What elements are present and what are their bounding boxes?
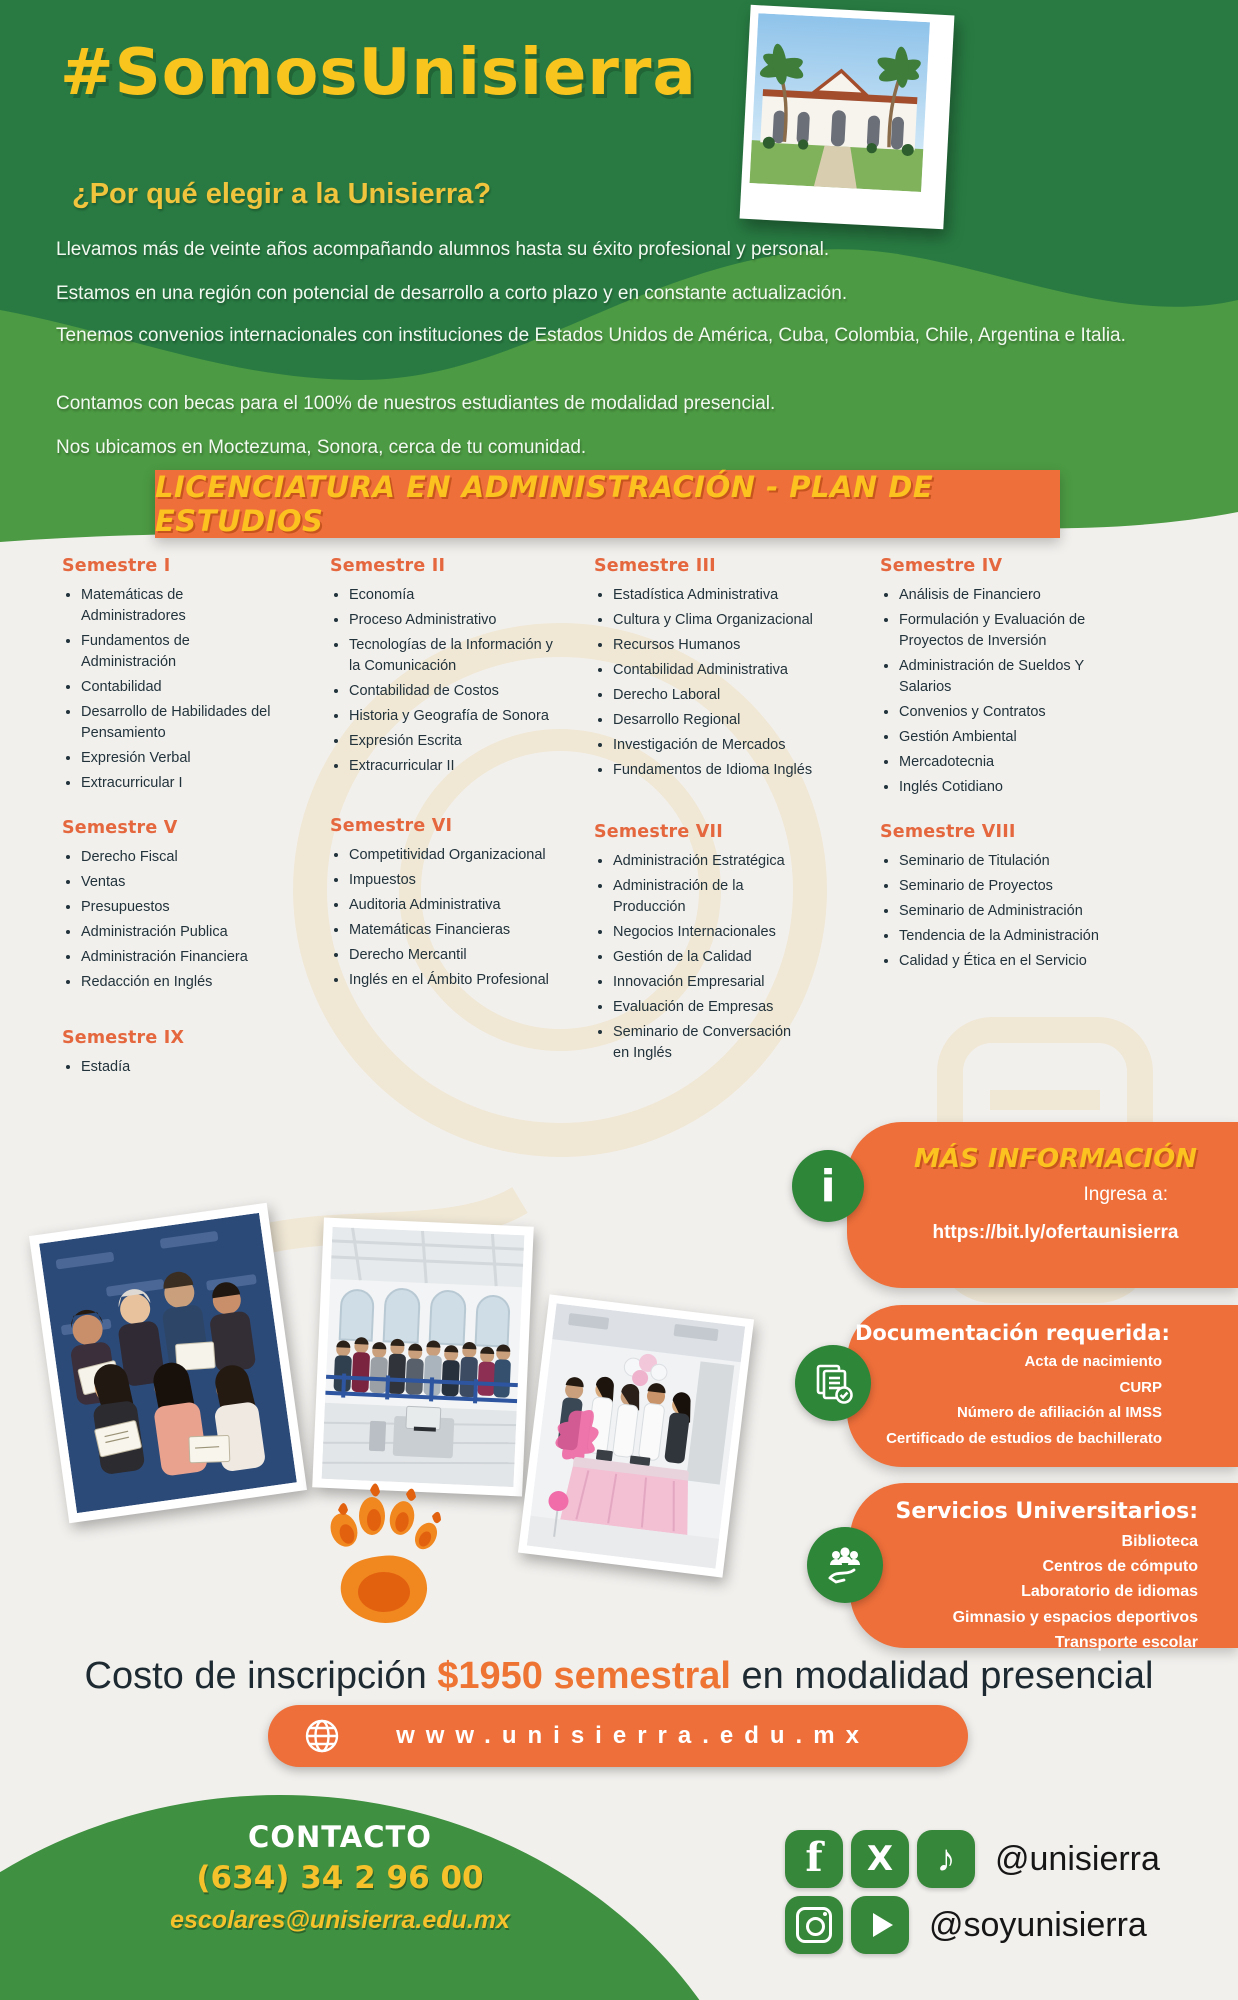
semester-7-block	[594, 822, 809, 1068]
x-twitter-icon[interactable]: X	[851, 1830, 909, 1888]
course-item: • Expresión Escrita	[349, 731, 558, 752]
handle-unisierra[interactable]: @unisierra	[995, 1839, 1160, 1878]
course-item: • Derecho Mercantil	[349, 945, 565, 966]
documentation-item: Número de afiliación al IMSS	[956, 1404, 1162, 1421]
more-info-url[interactable]: https://bit.ly/ofertaunisierra	[932, 1222, 1179, 1243]
course-item: • Competitividad Organizacional	[349, 845, 565, 866]
instagram-icon[interactable]	[785, 1896, 843, 1954]
reason-5: Nos ubicamos en Moctezuma, Sonora, cerca de tu comunidad.	[56, 437, 587, 458]
course-item: • Investigación de Mercados	[613, 735, 834, 756]
course-item: • Negocios Internacionales	[613, 922, 809, 943]
course-item: • Seminario de Titulación	[899, 851, 1130, 872]
cost-line: Costo de inscripción $1950 semestral en modalidad presencial	[84, 1655, 1154, 1697]
info-icon: i	[792, 1150, 864, 1222]
course-item: • Estadía	[81, 1057, 274, 1078]
course-item: • Proceso Administrativo	[349, 610, 558, 631]
service-item: Biblioteca	[1121, 1533, 1198, 1550]
semester-5-courses	[62, 847, 274, 993]
course-item: • Análisis de Financiero	[899, 585, 1120, 606]
course-item: • Contabilidad	[81, 677, 274, 698]
course-item: • Contabilidad de Costos	[349, 681, 558, 702]
semester-2-courses	[330, 585, 558, 777]
handle-soyunisierra[interactable]: @soyunisierra	[929, 1905, 1147, 1944]
reason-3: Tenemos convenios internacionales con instituciones de Estados Unidos de América, Cuba, Colombia, Chile, Argentina e Italia.	[56, 325, 1126, 346]
facebook-icon[interactable]: f	[785, 1830, 843, 1888]
course-item: • Matemáticas de Administradores	[81, 585, 274, 627]
reason-4: Contamos con becas para el 100% de nuestros estudiantes de modalidad presencial.	[56, 393, 776, 414]
course-item: • Economía	[349, 585, 558, 606]
website-url[interactable]: www.unisierra.edu.mx	[396, 1722, 870, 1749]
course-item: • Formulación y Evaluación de Proyectos de Inversión	[899, 610, 1120, 652]
course-item: • Mercadotecnia	[899, 752, 1120, 773]
course-item: • Presupuestos	[81, 897, 274, 918]
documentation-title: Documentación requerida:	[855, 1321, 1170, 1345]
course-item: • Seminario de Proyectos	[899, 876, 1130, 897]
course-item: • Seminario de Administración	[899, 901, 1130, 922]
more-info-title: MÁS INFORMACIÓN	[914, 1144, 1197, 1174]
semester-7-courses	[594, 851, 809, 1064]
course-item: • Inglés Cotidiano	[899, 777, 1120, 798]
semester-2-title: Semestre II	[330, 556, 446, 576]
community-hand-icon	[807, 1527, 883, 1603]
course-item: • Extracurricular II	[349, 756, 558, 777]
documentation-box	[847, 1305, 1238, 1467]
youtube-icon[interactable]	[851, 1896, 909, 1954]
course-item: • Seminario de Conversación en Inglés	[613, 1022, 809, 1064]
semester-5-block	[62, 818, 274, 997]
documentation-item: Certificado de estudios de bachillerato	[886, 1429, 1162, 1447]
course-item: • Matemáticas Financieras	[349, 920, 565, 941]
course-item: • Desarrollo Regional	[613, 710, 834, 731]
course-item: • Gestión Ambiental	[899, 727, 1120, 748]
service-item: Transporte escolar	[1054, 1633, 1198, 1651]
semester-8-title: Semestre VIII	[880, 822, 1016, 842]
semester-9-block	[62, 1028, 274, 1082]
paw-print-icon	[322, 1478, 442, 1626]
semester-4-block	[880, 556, 1120, 802]
service-item: Centros de cómputo	[1042, 1558, 1198, 1576]
course-item: • Convenios y Contratos	[899, 702, 1120, 723]
photo-event	[518, 1294, 754, 1577]
course-item: • Derecho Laboral	[613, 685, 834, 706]
course-item: • Innovación Empresarial	[613, 972, 809, 993]
course-item: • Administración Financiera	[81, 947, 274, 968]
subtitle: ¿Por qué elegir a la Unisierra?	[72, 178, 492, 210]
semester-2-block	[330, 556, 558, 781]
semester-5-title: Semestre V	[62, 818, 178, 838]
course-item: • Administración Estratégica	[613, 851, 809, 872]
photo-students-hall	[312, 1218, 534, 1497]
course-item: • Expresión Verbal	[81, 748, 274, 769]
course-item: • Desarrollo de Habilidades del Pensamiento	[81, 702, 274, 744]
course-item: • Fundamentos de Idioma Inglés	[613, 760, 834, 781]
semester-1-courses	[62, 585, 274, 794]
semester-6-block	[330, 816, 565, 995]
social-row-primary	[785, 1830, 1160, 1888]
course-item: • Inglés en el Ámbito Profesional	[349, 970, 565, 991]
semester-1-block	[62, 556, 274, 798]
course-item: • Calidad y Ética en el Servicio	[899, 951, 1130, 972]
semester-8-courses	[880, 851, 1130, 972]
website-pill[interactable]	[268, 1705, 968, 1767]
contact-email[interactable]: escolares@unisierra.edu.mx	[170, 1906, 510, 1934]
course-item: • Administración Publica	[81, 922, 274, 943]
semester-3-courses	[594, 585, 834, 781]
course-item: • Impuestos	[349, 870, 565, 891]
course-item: • Auditoria Administrativa	[349, 895, 565, 916]
service-item: Laboratorio de idiomas	[1021, 1583, 1198, 1601]
semester-4-title: Semestre IV	[880, 556, 1003, 576]
course-item: • Cultura y Clima Organizacional	[613, 610, 834, 631]
course-item: • Estadística Administrativa	[613, 585, 834, 606]
course-item: • Derecho Fiscal	[81, 847, 274, 868]
page-title: #SomosUnisierra	[60, 36, 697, 110]
course-item: • Redacción en Inglés	[81, 972, 274, 993]
semester-8-block	[880, 822, 1130, 976]
semester-9-title: Semestre IX	[62, 1028, 185, 1048]
course-item: • Tendencia de la Administración	[899, 926, 1130, 947]
social-row-secondary	[785, 1896, 1147, 1954]
course-item: • Evaluación de Empresas	[613, 997, 809, 1018]
semester-1-title: Semestre I	[62, 556, 171, 576]
services-list	[870, 1530, 1198, 1654]
campus-photo	[740, 5, 955, 229]
course-item: • Tecnologías de la Información y la Comunicación	[349, 635, 558, 677]
semester-4-courses	[880, 585, 1120, 798]
globe-icon	[302, 1716, 342, 1756]
course-item: • Recursos Humanos	[613, 635, 834, 656]
plan-banner	[155, 470, 1060, 538]
documentation-item: CURP	[1119, 1378, 1162, 1396]
course-item: • Administración de la Producción	[613, 876, 809, 918]
semester-3-block	[594, 556, 834, 785]
semester-6-title: Semestre VI	[330, 816, 453, 836]
course-item: • Administración de Sueldos Y Salarios	[899, 656, 1120, 698]
contact-phone[interactable]: (634) 34 2 96 00	[196, 1860, 484, 1896]
course-item: • Fundamentos de Administración	[81, 631, 274, 673]
contact-heading: CONTACTO	[248, 1820, 432, 1854]
reason-1: Llevamos más de veinte años acompañando alumnos hasta su éxito profesional y personal.	[56, 239, 830, 260]
course-item: • Contabilidad Administrativa	[613, 660, 834, 681]
services-title: Servicios Universitarios:	[895, 1499, 1198, 1524]
semester-7-title: Semestre VII	[594, 822, 723, 842]
cost-amount: $1950 semestral	[437, 1655, 731, 1697]
more-info-box	[847, 1122, 1238, 1288]
service-item: Gimnasio y espacios deportivos	[952, 1608, 1198, 1626]
documentation-item: Acta de nacimiento	[1024, 1353, 1162, 1370]
tiktok-icon[interactable]: ♪	[917, 1830, 975, 1888]
more-info-lead: Ingresa a:	[1083, 1184, 1168, 1205]
plan-banner-title: LICENCIATURA EN ADMINISTRACIÓN - PLAN DE ESTUDIOS	[155, 470, 934, 538]
reason-2: Estamos en una región con potencial de desarrollo a corto plazo y en constante actualización.	[56, 283, 848, 304]
documentation-list	[855, 1351, 1162, 1450]
semester-3-title: Semestre III	[594, 556, 716, 576]
documents-icon	[795, 1345, 871, 1421]
course-item: • Gestión de la Calidad	[613, 947, 809, 968]
course-item: • Ventas	[81, 872, 274, 893]
course-item: • Extracurricular I	[81, 773, 274, 794]
semester-9-courses	[62, 1057, 274, 1078]
services-box	[850, 1483, 1238, 1651]
semester-6-courses	[330, 845, 565, 991]
photo-certificates	[29, 1203, 307, 1524]
course-item: • Historia y Geografía de Sonora	[349, 706, 558, 727]
